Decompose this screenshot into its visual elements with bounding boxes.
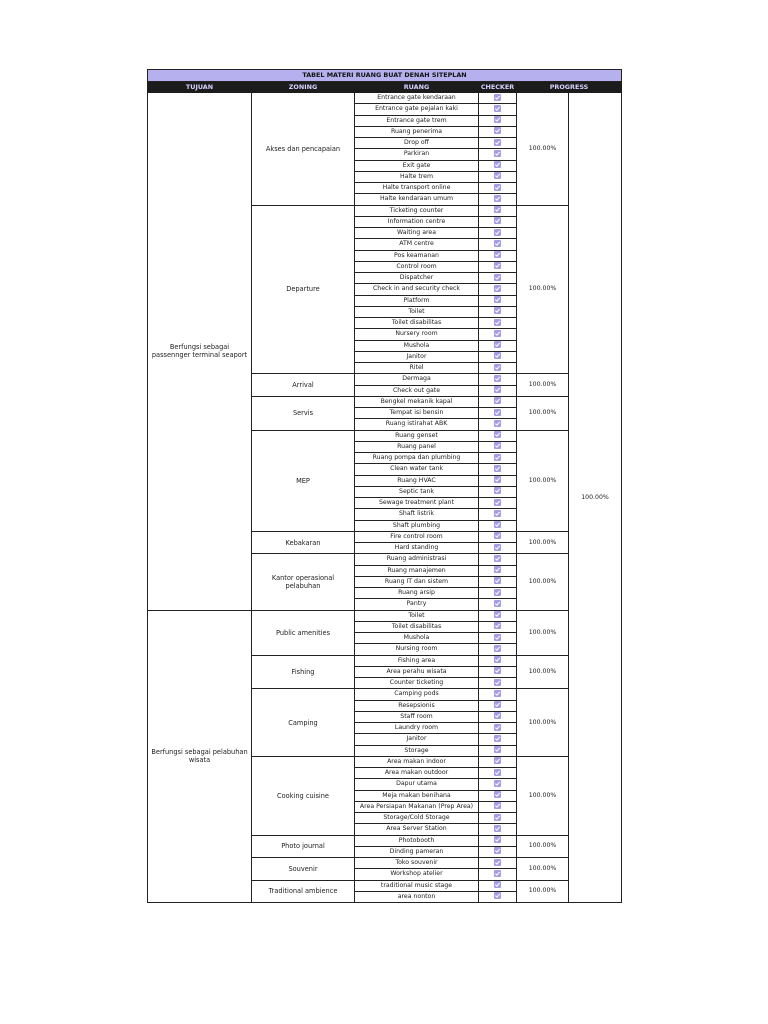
checked-checkbox-icon[interactable]: [494, 161, 501, 168]
checked-checkbox-icon[interactable]: [494, 296, 501, 303]
room-cell: Clean water tank: [355, 464, 479, 475]
room-cell: Dispatcher: [355, 273, 479, 284]
room-cell: Halte kendaraan umum: [355, 194, 479, 205]
room-cell: Shaft listrik: [355, 509, 479, 520]
checked-checkbox-icon[interactable]: [494, 825, 501, 832]
zoning-progress-cell: 100.00%: [517, 858, 569, 881]
checker-cell: [479, 318, 517, 329]
checked-checkbox-icon[interactable]: [494, 240, 501, 247]
checker-cell: [479, 464, 517, 475]
checked-checkbox-icon[interactable]: [494, 127, 501, 134]
checker-cell: [479, 745, 517, 756]
room-cell: Meja makan benihana: [355, 790, 479, 801]
room-cell: Toko souvenir: [355, 858, 479, 869]
room-cell: Area perahu wisata: [355, 666, 479, 677]
checker-cell: [479, 453, 517, 464]
checked-checkbox-icon[interactable]: [494, 184, 501, 191]
checker-cell: [479, 734, 517, 745]
checker-cell: [479, 396, 517, 407]
room-cell: Ticketing counter: [355, 205, 479, 216]
checker-cell: [479, 194, 517, 205]
room-cell: Halte transport online: [355, 183, 479, 194]
checker-cell: [479, 588, 517, 599]
checked-checkbox-icon[interactable]: [494, 600, 501, 607]
checked-checkbox-icon[interactable]: [494, 802, 501, 809]
checker-cell: [479, 239, 517, 250]
checked-checkbox-icon[interactable]: [494, 634, 501, 641]
checker-cell: [479, 576, 517, 587]
checker-cell: [479, 835, 517, 846]
zoning-progress-cell: 100.00%: [517, 610, 569, 655]
checker-cell: [479, 363, 517, 374]
zoning-cell: Akses dan pencapaian: [252, 93, 355, 206]
checked-checkbox-icon[interactable]: [494, 397, 501, 404]
room-cell: Pantry: [355, 599, 479, 610]
checked-checkbox-icon[interactable]: [494, 364, 501, 371]
room-cell: Dermaga: [355, 374, 479, 385]
table-title: TABEL MATERI RUANG BUAT DENAH SITEPLAN: [148, 70, 622, 82]
checker-cell: [479, 813, 517, 824]
checked-checkbox-icon[interactable]: [494, 487, 501, 494]
checker-cell: [479, 801, 517, 812]
room-cell: Ritel: [355, 363, 479, 374]
room-cell: Check out gate: [355, 385, 479, 396]
zoning-cell: Public amenities: [252, 610, 355, 655]
checked-checkbox-icon[interactable]: [494, 566, 501, 573]
room-cell: Platform: [355, 295, 479, 306]
checked-checkbox-icon[interactable]: [494, 847, 501, 854]
zoning-progress-cell: 100.00%: [517, 689, 569, 757]
checked-checkbox-icon[interactable]: [494, 476, 501, 483]
checked-checkbox-icon[interactable]: [494, 532, 501, 539]
room-cell: Check in and security check: [355, 284, 479, 295]
checked-checkbox-icon[interactable]: [494, 442, 501, 449]
room-cell: Hard standing: [355, 543, 479, 554]
room-cell: Area Persiapan Makanan (Prep Area): [355, 801, 479, 812]
checked-checkbox-icon[interactable]: [494, 262, 501, 269]
zoning-progress-cell: 100.00%: [517, 374, 569, 397]
checked-checkbox-icon[interactable]: [494, 465, 501, 472]
zoning-cell: Cooking cuisine: [252, 756, 355, 835]
room-cell: Mushola: [355, 633, 479, 644]
checker-cell: [479, 880, 517, 891]
checker-cell: [479, 284, 517, 295]
checker-cell: [479, 273, 517, 284]
zoning-progress-cell: 100.00%: [517, 93, 569, 206]
checker-cell: [479, 554, 517, 565]
checked-checkbox-icon[interactable]: [494, 836, 501, 843]
room-cell: Nursery room: [355, 329, 479, 340]
checked-checkbox-icon[interactable]: [494, 206, 501, 213]
checker-cell: [479, 93, 517, 104]
checker-cell: [479, 183, 517, 194]
checker-cell: [479, 126, 517, 137]
room-cell: Toilet: [355, 610, 479, 621]
room-cell: Dapur utama: [355, 779, 479, 790]
header-progress: PROGRESS: [517, 82, 622, 93]
checker-cell: [479, 790, 517, 801]
checked-checkbox-icon[interactable]: [494, 172, 501, 179]
room-cell: Shaft plumbing: [355, 520, 479, 531]
checked-checkbox-icon[interactable]: [494, 217, 501, 224]
checker-cell: [479, 858, 517, 869]
checker-cell: [479, 149, 517, 160]
room-cell: Janitor: [355, 351, 479, 362]
zoning-progress-cell: 100.00%: [517, 531, 569, 554]
room-cell: Ruang pompa dan plumbing: [355, 453, 479, 464]
room-cell: Camping pods: [355, 689, 479, 700]
checker-cell: [479, 115, 517, 126]
checked-checkbox-icon[interactable]: [494, 870, 501, 877]
checker-cell: [479, 171, 517, 182]
room-cell: area nonton: [355, 891, 479, 902]
room-cell: Workshop atelier: [355, 869, 479, 880]
checked-checkbox-icon[interactable]: [494, 94, 501, 101]
room-cell: Septic tank: [355, 486, 479, 497]
checker-cell: [479, 891, 517, 902]
room-cell: Waiting area: [355, 228, 479, 239]
checked-checkbox-icon[interactable]: [494, 375, 501, 382]
checker-cell: [479, 261, 517, 272]
checker-cell: [479, 543, 517, 554]
checker-cell: [479, 723, 517, 734]
room-cell: Ruang manajemen: [355, 565, 479, 576]
checked-checkbox-icon[interactable]: [494, 386, 501, 393]
checker-cell: [479, 408, 517, 419]
checker-cell: [479, 351, 517, 362]
room-cell: Information centre: [355, 216, 479, 227]
zoning-progress-cell: 100.00%: [517, 205, 569, 374]
checked-checkbox-icon[interactable]: [494, 150, 501, 157]
checked-checkbox-icon[interactable]: [494, 712, 501, 719]
checked-checkbox-icon[interactable]: [494, 139, 501, 146]
checker-cell: [479, 374, 517, 385]
room-cell: Area Server Station: [355, 824, 479, 835]
checked-checkbox-icon[interactable]: [494, 454, 501, 461]
checker-cell: [479, 846, 517, 857]
room-cell: Mushola: [355, 340, 479, 351]
checker-cell: [479, 700, 517, 711]
room-cell: Ruang genset: [355, 430, 479, 441]
room-cell: Sewage treatment plant: [355, 498, 479, 509]
checked-checkbox-icon[interactable]: [494, 577, 501, 584]
zoning-progress-cell: 100.00%: [517, 756, 569, 835]
checker-cell: [479, 498, 517, 509]
room-cell: Janitor: [355, 734, 479, 745]
room-cell: Parkiran: [355, 149, 479, 160]
zoning-progress-cell: 100.00%: [517, 554, 569, 610]
checked-checkbox-icon[interactable]: [494, 431, 501, 438]
room-cell: Ruang arsip: [355, 588, 479, 599]
zoning-progress-cell: 100.00%: [517, 430, 569, 531]
checked-checkbox-icon[interactable]: [494, 859, 501, 866]
checked-checkbox-icon[interactable]: [494, 330, 501, 337]
checker-cell: [479, 689, 517, 700]
checked-checkbox-icon[interactable]: [494, 555, 501, 562]
room-material-sheet: [147, 69, 621, 903]
checker-cell: [479, 610, 517, 621]
table-row: [148, 93, 622, 104]
checker-cell: [479, 475, 517, 486]
checker-cell: [479, 565, 517, 576]
checked-checkbox-icon[interactable]: [494, 544, 501, 551]
checked-checkbox-icon[interactable]: [494, 701, 501, 708]
room-cell: Area makan outdoor: [355, 768, 479, 779]
zoning-cell: MEP: [252, 430, 355, 531]
room-cell: Pos keamanan: [355, 250, 479, 261]
room-cell: Drop off: [355, 138, 479, 149]
zoning-cell: Souvenir: [252, 858, 355, 881]
checked-checkbox-icon[interactable]: [494, 195, 501, 202]
room-cell: Fire control room: [355, 531, 479, 542]
checked-checkbox-icon[interactable]: [494, 814, 501, 821]
room-cell: Exit gate: [355, 160, 479, 171]
checked-checkbox-icon[interactable]: [494, 116, 501, 123]
room-table: [147, 69, 622, 903]
room-cell: Staff room: [355, 711, 479, 722]
tujuan-cell: Berfungsi sebagai passennger terminal seaport: [148, 93, 252, 611]
checked-checkbox-icon[interactable]: [494, 611, 501, 618]
room-cell: Ruang administrasi: [355, 554, 479, 565]
checked-checkbox-icon[interactable]: [494, 622, 501, 629]
checker-cell: [479, 216, 517, 227]
checked-checkbox-icon[interactable]: [494, 105, 501, 112]
zoning-cell: Fishing: [252, 655, 355, 689]
checked-checkbox-icon[interactable]: [494, 420, 501, 427]
room-cell: Bengkel mekanik kapal: [355, 396, 479, 407]
checked-checkbox-icon[interactable]: [494, 769, 501, 776]
checked-checkbox-icon[interactable]: [494, 679, 501, 686]
checker-cell: [479, 520, 517, 531]
zoning-cell: Photo journal: [252, 835, 355, 858]
room-cell: Entrance gate trem: [355, 115, 479, 126]
header-ruang: RUANG: [355, 82, 479, 93]
checked-checkbox-icon[interactable]: [494, 645, 501, 652]
room-cell: Toilet disabilitas: [355, 318, 479, 329]
checker-cell: [479, 430, 517, 441]
checked-checkbox-icon[interactable]: [494, 521, 501, 528]
room-cell: Area makan indoor: [355, 756, 479, 767]
header-zoning: ZONING: [252, 82, 355, 93]
checker-cell: [479, 655, 517, 666]
checker-cell: [479, 824, 517, 835]
checker-cell: [479, 205, 517, 216]
checked-checkbox-icon[interactable]: [494, 656, 501, 663]
checker-cell: [479, 138, 517, 149]
room-cell: Toilet disabilitas: [355, 621, 479, 632]
checker-cell: [479, 666, 517, 677]
checker-cell: [479, 678, 517, 689]
zoning-cell: Camping: [252, 689, 355, 757]
checked-checkbox-icon[interactable]: [494, 352, 501, 359]
room-cell: Entrance gate pejalan kaki: [355, 104, 479, 115]
checked-checkbox-icon[interactable]: [494, 341, 501, 348]
room-cell: Control room: [355, 261, 479, 272]
checker-cell: [479, 104, 517, 115]
checked-checkbox-icon[interactable]: [494, 589, 501, 596]
room-cell: Laundry room: [355, 723, 479, 734]
room-cell: Entrance gate kendaraan: [355, 93, 479, 104]
room-cell: Ruang IT dan sistem: [355, 576, 479, 587]
zoning-progress-cell: 100.00%: [517, 396, 569, 430]
checked-checkbox-icon[interactable]: [494, 757, 501, 764]
room-cell: Counter ticketing: [355, 678, 479, 689]
room-cell: Tempat isi bensin: [355, 408, 479, 419]
zoning-progress-cell: 100.00%: [517, 835, 569, 858]
checked-checkbox-icon[interactable]: [494, 229, 501, 236]
checker-cell: [479, 621, 517, 632]
checked-checkbox-icon[interactable]: [494, 510, 501, 517]
checker-cell: [479, 385, 517, 396]
checked-checkbox-icon[interactable]: [494, 892, 501, 899]
zoning-progress-cell: 100.00%: [517, 655, 569, 689]
checker-cell: [479, 509, 517, 520]
checker-cell: [479, 250, 517, 261]
zoning-cell: Kantor operasional pelabuhan: [252, 554, 355, 610]
checked-checkbox-icon[interactable]: [494, 881, 501, 888]
checked-checkbox-icon[interactable]: [494, 690, 501, 697]
checker-cell: [479, 441, 517, 452]
zoning-cell: Servis: [252, 396, 355, 430]
checker-cell: [479, 160, 517, 171]
checker-cell: [479, 295, 517, 306]
checked-checkbox-icon[interactable]: [494, 274, 501, 281]
checker-cell: [479, 768, 517, 779]
room-cell: Toilet: [355, 306, 479, 317]
room-cell: Storage: [355, 745, 479, 756]
checked-checkbox-icon[interactable]: [494, 319, 501, 326]
zoning-cell: Departure: [252, 205, 355, 374]
checker-cell: [479, 419, 517, 430]
checker-cell: [479, 531, 517, 542]
checker-cell: [479, 633, 517, 644]
checker-cell: [479, 599, 517, 610]
table-body: [148, 93, 622, 903]
checker-cell: [479, 779, 517, 790]
zoning-cell: Arrival: [252, 374, 355, 397]
zoning-progress-cell: 100.00%: [517, 880, 569, 903]
checked-checkbox-icon[interactable]: [494, 735, 501, 742]
checker-cell: [479, 329, 517, 340]
checked-checkbox-icon[interactable]: [494, 499, 501, 506]
tujuan-cell: Berfungsi sebagai pelabuhan wisata: [148, 610, 252, 903]
room-cell: Fishing area: [355, 655, 479, 666]
checker-cell: [479, 711, 517, 722]
zoning-cell: Traditional ambience: [252, 880, 355, 903]
checked-checkbox-icon[interactable]: [494, 746, 501, 753]
table-row: [148, 610, 622, 621]
room-cell: Ruang HVAC: [355, 475, 479, 486]
checked-checkbox-icon[interactable]: [494, 251, 501, 258]
header-tujuan: TUJUAN: [148, 82, 252, 93]
room-cell: traditional music stage: [355, 880, 479, 891]
room-cell: Nursing room: [355, 644, 479, 655]
checked-checkbox-icon[interactable]: [494, 285, 501, 292]
checker-cell: [479, 756, 517, 767]
checked-checkbox-icon[interactable]: [494, 667, 501, 674]
checker-cell: [479, 644, 517, 655]
room-cell: Ruang istirahat ABK: [355, 419, 479, 430]
checked-checkbox-icon[interactable]: [494, 724, 501, 731]
room-cell: Halte trem: [355, 171, 479, 182]
checker-cell: [479, 306, 517, 317]
room-cell: Ruang penerima: [355, 126, 479, 137]
checker-cell: [479, 228, 517, 239]
room-cell: Dinding pameran: [355, 846, 479, 857]
header-checker: CHECKER: [479, 82, 517, 93]
room-cell: Ruang panel: [355, 441, 479, 452]
room-cell: Storage/Cold Storage: [355, 813, 479, 824]
room-cell: Resepsionis: [355, 700, 479, 711]
checker-cell: [479, 486, 517, 497]
zoning-cell: Kebakaran: [252, 531, 355, 554]
checked-checkbox-icon[interactable]: [494, 307, 501, 314]
checker-cell: [479, 869, 517, 880]
room-cell: Photobooth: [355, 835, 479, 846]
checked-checkbox-icon[interactable]: [494, 780, 501, 787]
checked-checkbox-icon[interactable]: [494, 409, 501, 416]
overall-progress-cell: 100.00%: [569, 93, 622, 903]
room-cell: ATM centre: [355, 239, 479, 250]
checker-cell: [479, 340, 517, 351]
checked-checkbox-icon[interactable]: [494, 791, 501, 798]
